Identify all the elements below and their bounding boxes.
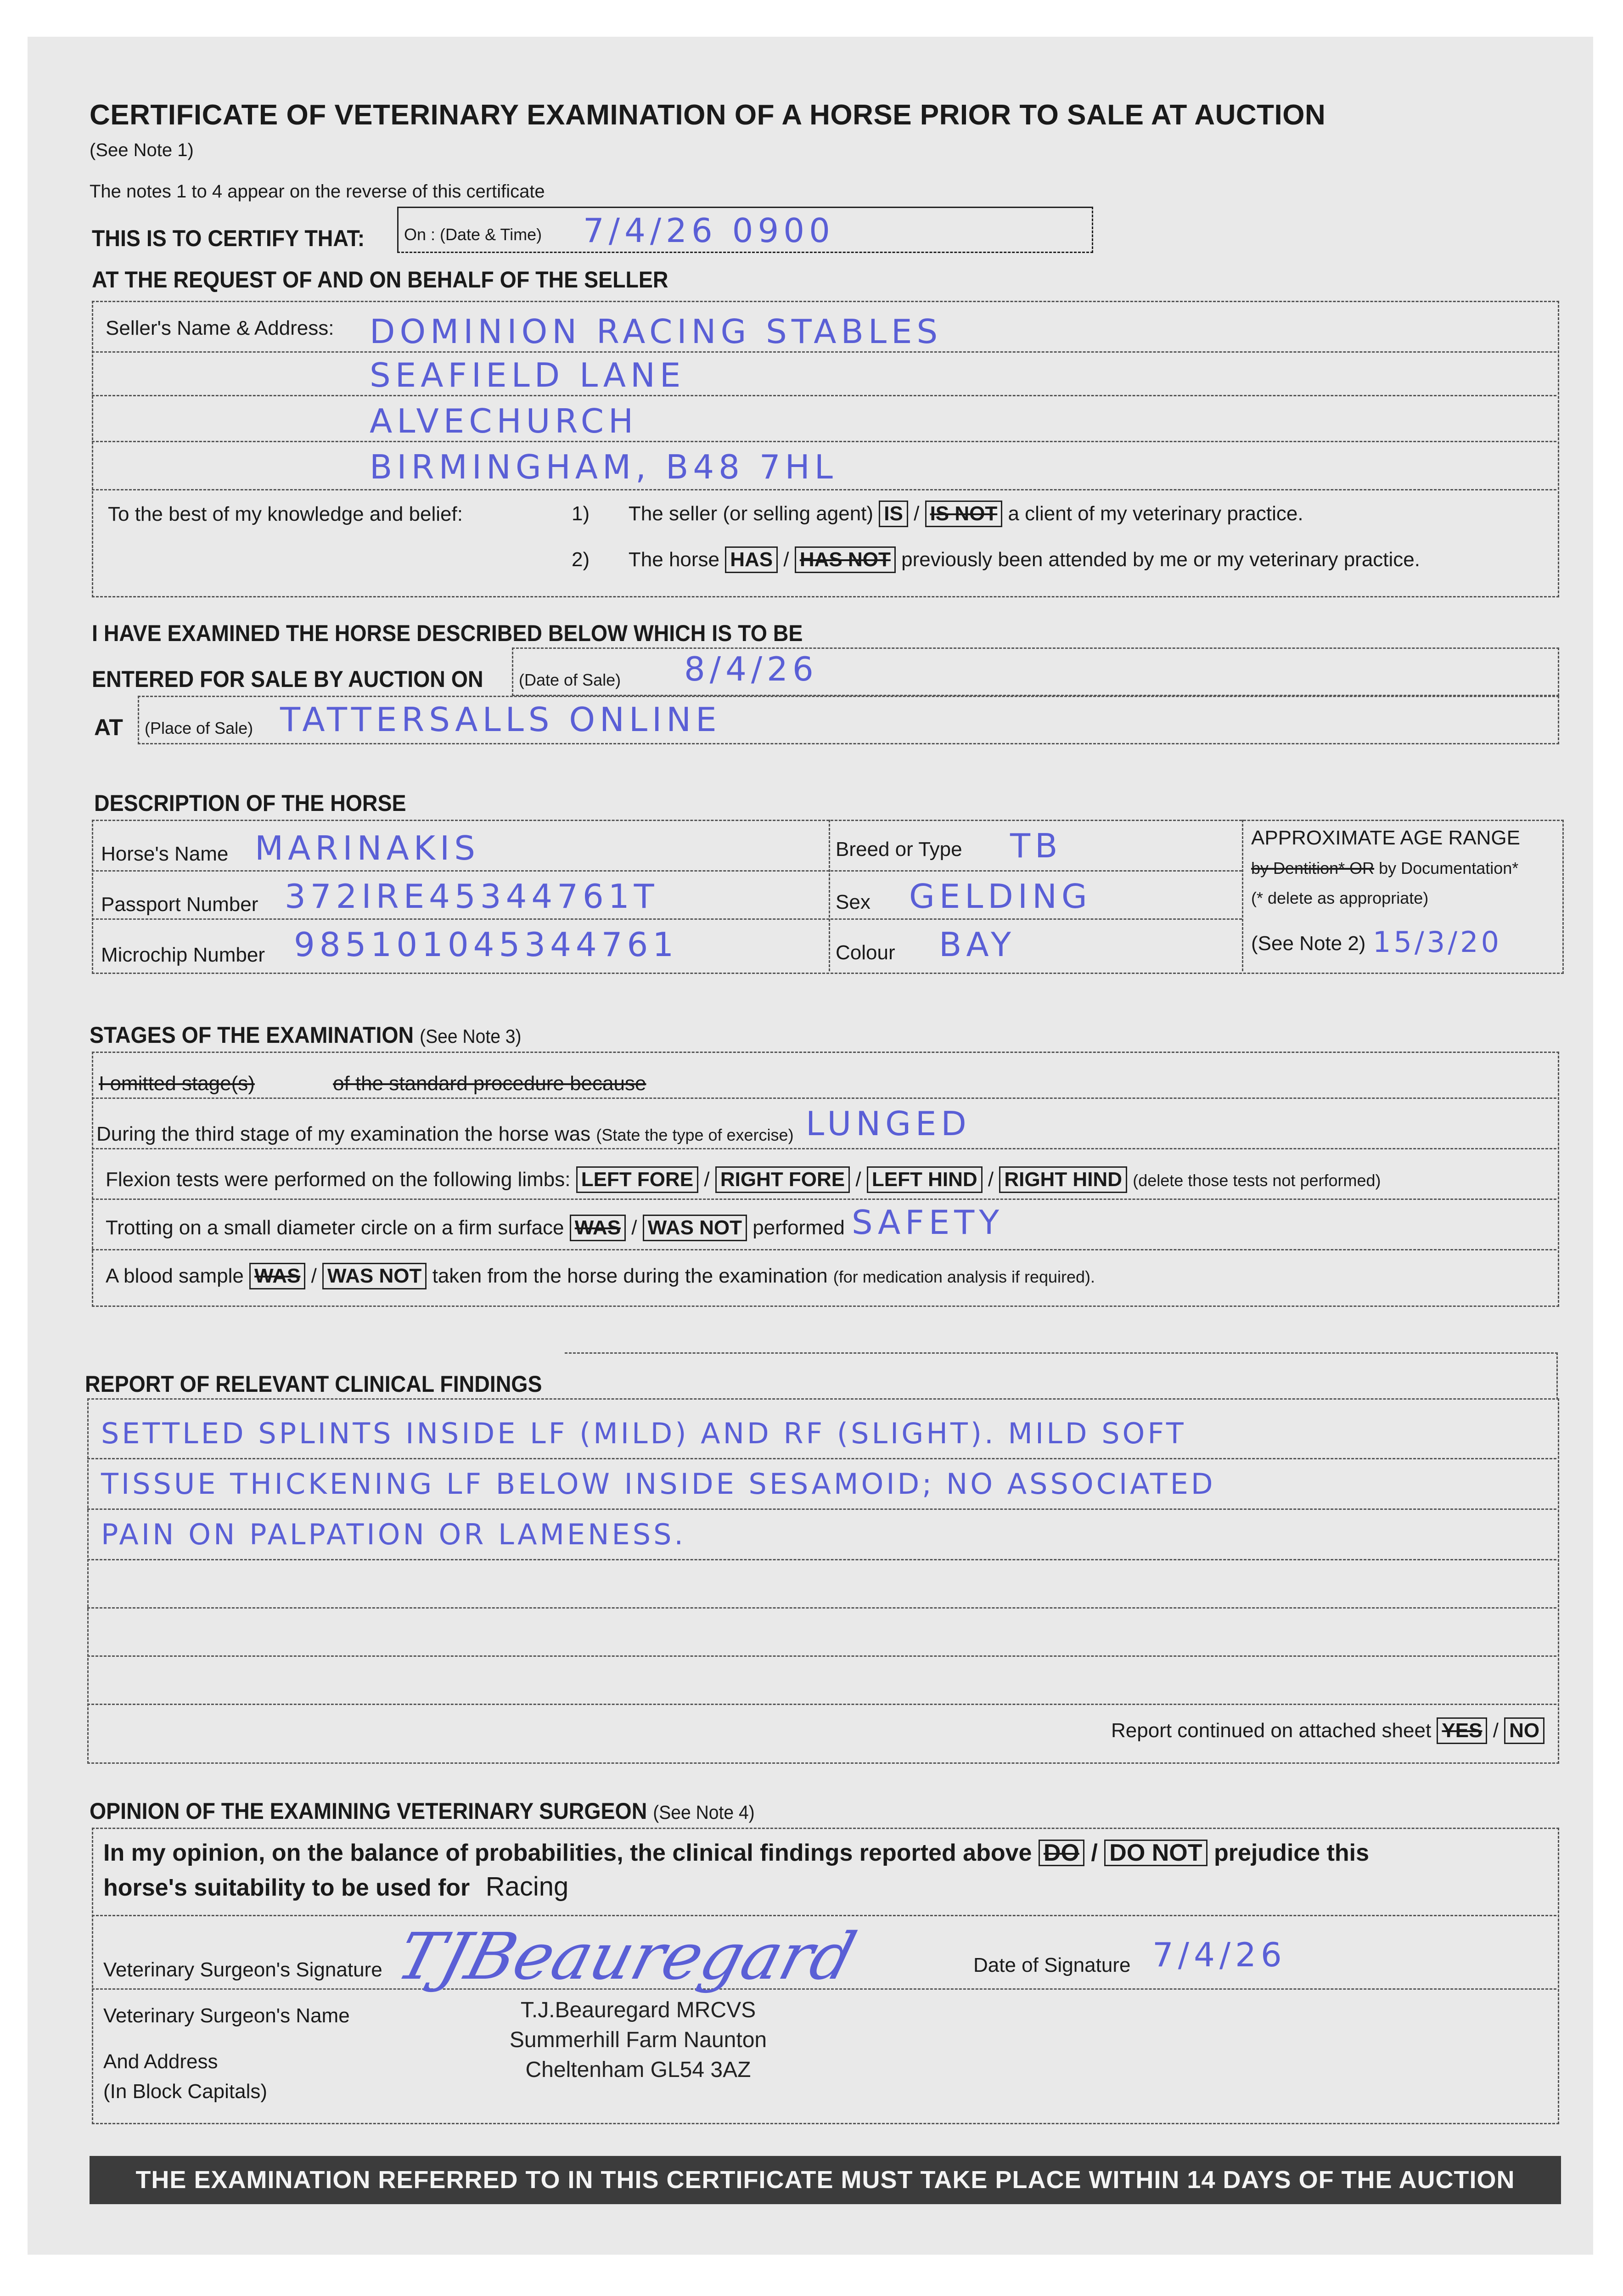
age-by-row bbox=[1251, 859, 1518, 878]
report-continued-yes[interactable]: YES bbox=[1437, 1717, 1487, 1744]
passport-value[interactable]: 372IRE45344761T bbox=[285, 877, 659, 916]
opinion-heading-row bbox=[90, 1798, 755, 1824]
see-note-1: (See Note 1) bbox=[90, 140, 194, 160]
flexion-note: (delete those tests not performed) bbox=[1133, 1171, 1381, 1190]
item2-has[interactable]: HAS bbox=[725, 546, 778, 573]
signature-value[interactable]: TJBeauregard bbox=[389, 1919, 864, 1994]
trotting-value[interactable]: SAFETY bbox=[852, 1203, 1004, 1242]
seller-line-4 bbox=[92, 489, 1556, 490]
sale-date-value[interactable]: 8/4/26 bbox=[684, 650, 818, 688]
seller-label: Seller's Name & Address: bbox=[106, 317, 334, 339]
age-see-note: (See Note 2) bbox=[1251, 932, 1366, 955]
report-finding-3[interactable]: PAIN ON PALPATION OR LAMENESS. bbox=[101, 1518, 686, 1551]
opinion-text-pre: In my opinion, on the balance of probabilities, the clinical findings reported above bbox=[103, 1840, 1032, 1866]
stamp-address-1: Summerhill Farm Naunton bbox=[509, 2028, 767, 2052]
stages-heading-note: (See Note 3) bbox=[420, 1025, 522, 1047]
item1-text: The seller (or selling agent) bbox=[628, 502, 874, 525]
item2-num: 2) bbox=[572, 548, 590, 571]
certify-label: THIS IS TO CERTIFY THAT: bbox=[92, 225, 365, 251]
seller-name[interactable]: DOMINION RACING STABLES bbox=[370, 312, 943, 351]
report-line-4 bbox=[87, 1607, 1556, 1609]
third-stage-hint: (State the type of exercise) bbox=[596, 1125, 794, 1144]
item1-num: 1) bbox=[572, 502, 590, 525]
opinion-heading: OPINION OF THE EXAMINING VETERINARY SURGEON bbox=[90, 1798, 647, 1824]
report-line-3 bbox=[87, 1559, 1556, 1560]
horse-name-label: Horse's Name bbox=[101, 843, 229, 865]
third-stage-row bbox=[96, 1123, 794, 1146]
flexion-right-hind[interactable]: RIGHT HIND bbox=[999, 1166, 1127, 1193]
blood-row bbox=[106, 1263, 1095, 1289]
flexion-row bbox=[106, 1166, 1381, 1193]
trotting-label: Trotting on a small diameter circle on a firm surface bbox=[106, 1216, 564, 1239]
surgeon-name-label: Veterinary Surgeon's Name bbox=[103, 2004, 350, 2027]
blood-note: (for medication analysis if required). bbox=[833, 1267, 1095, 1286]
report-line-5 bbox=[87, 1655, 1556, 1657]
report-line-2 bbox=[87, 1508, 1556, 1510]
stages-line-4 bbox=[92, 1249, 1556, 1250]
item2-has-not[interactable]: HAS NOT bbox=[795, 546, 896, 573]
breed-label: Breed or Type bbox=[836, 838, 962, 861]
sale-heading-1: I HAVE EXAMINED THE HORSE DESCRIBED BELOW WHICH IS TO BE bbox=[92, 620, 803, 646]
stages-heading-row bbox=[90, 1022, 522, 1048]
stages-line-1 bbox=[92, 1097, 1556, 1099]
report-finding-1[interactable]: SETTLED SPLINTS INSIDE LF (MILD) AND RF (SLIGHT). MILD SOFT bbox=[101, 1417, 1186, 1450]
report-line-6 bbox=[87, 1704, 1556, 1705]
opinion-heading-note: (See Note 4) bbox=[653, 1801, 755, 1823]
item1-is-not[interactable]: IS NOT bbox=[925, 501, 1003, 527]
sale-date-box[interactable] bbox=[512, 647, 1559, 696]
third-stage-label: During the third stage of my examination the horse was bbox=[96, 1123, 591, 1145]
address-label: And Address bbox=[103, 2050, 218, 2073]
flexion-sep-2: / bbox=[855, 1168, 861, 1191]
opinion-sep: / bbox=[1091, 1840, 1098, 1866]
flexion-left-hind[interactable]: LEFT HIND bbox=[867, 1166, 983, 1193]
age-by-documentation[interactable]: by Documentation* bbox=[1379, 859, 1519, 878]
trotting-sep: / bbox=[631, 1216, 637, 1239]
omitted-suffix[interactable]: of the standard procedure because bbox=[333, 1072, 646, 1095]
stages-heading: STAGES OF THE EXAMINATION bbox=[90, 1022, 414, 1048]
signature-label: Veterinary Surgeon's Signature bbox=[103, 1958, 382, 1981]
flexion-sep-1: / bbox=[704, 1168, 710, 1191]
item1-is[interactable]: IS bbox=[879, 501, 908, 527]
item2-text: The horse bbox=[628, 548, 720, 571]
report-box bbox=[87, 1398, 1559, 1764]
seller-line-3 bbox=[92, 441, 1556, 442]
blood-sep: / bbox=[311, 1265, 317, 1287]
certify-on-label: On : (Date & Time) bbox=[404, 225, 542, 244]
flexion-left-fore[interactable]: LEFT FORE bbox=[576, 1166, 698, 1193]
item1-row bbox=[572, 501, 1303, 527]
flexion-sep-3: / bbox=[988, 1168, 994, 1191]
blood-pre: A blood sample bbox=[106, 1265, 244, 1287]
seller-line-2 bbox=[92, 395, 1556, 396]
opinion-statement-line-1 bbox=[103, 1839, 1369, 1867]
trotting-post: performed bbox=[753, 1216, 845, 1239]
report-continued-label: Report continued on attached sheet bbox=[1111, 1719, 1432, 1742]
seller-address-3[interactable]: BIRMINGHAM, B48 7HL bbox=[370, 448, 837, 486]
date-signature-value[interactable]: 7/4/26 bbox=[1152, 1936, 1286, 1974]
age-by-dentition[interactable]: by Dentition* OR bbox=[1251, 859, 1375, 878]
age-delete-note: (* delete as appropriate) bbox=[1251, 889, 1429, 907]
item2-sep: / bbox=[783, 548, 789, 571]
sale-place-value[interactable]: TATTERSALLS ONLINE bbox=[280, 700, 721, 739]
date-signature-label: Date of Signature bbox=[973, 1954, 1131, 1976]
flexion-right-fore[interactable]: RIGHT FORE bbox=[715, 1166, 850, 1193]
request-heading: AT THE REQUEST OF AND ON BEHALF OF THE SELLER bbox=[92, 267, 668, 293]
stamp-name: T.J.Beauregard MRCVS bbox=[520, 1998, 756, 2022]
sex-label: Sex bbox=[836, 891, 870, 913]
blood-post: taken from the horse during the examination bbox=[432, 1265, 828, 1287]
breed-value[interactable]: TB bbox=[1010, 827, 1062, 865]
certificate-title: CERTIFICATE OF VETERINARY EXAMINATION OF A HORSE PRIOR TO SALE AT AUCTION bbox=[90, 99, 1326, 131]
colour-value[interactable]: BAY bbox=[939, 925, 1016, 964]
opinion-do[interactable]: DO bbox=[1039, 1840, 1084, 1866]
age-heading: APPROXIMATE AGE RANGE bbox=[1251, 827, 1520, 849]
passport-label: Passport Number bbox=[101, 893, 258, 916]
certify-on-value[interactable]: 7/4/26 0900 bbox=[583, 211, 835, 250]
opinion-text-post: prejudice this bbox=[1213, 1840, 1370, 1866]
report-continued-no[interactable]: NO bbox=[1504, 1717, 1544, 1744]
trotting-was-not[interactable]: WAS NOT bbox=[643, 1215, 747, 1241]
report-heading: REPORT OF RELEVANT CLINICAL FINDINGS bbox=[85, 1371, 542, 1397]
description-row-line-1 bbox=[92, 870, 1242, 872]
sale-date-label: (Date of Sale) bbox=[519, 670, 621, 689]
description-col-line-1 bbox=[829, 820, 830, 971]
stamp-address-2: Cheltenham GL54 3AZ bbox=[525, 2058, 751, 2082]
microchip-value[interactable]: 985101045344761 bbox=[294, 925, 679, 964]
seller-address-1[interactable]: SEAFIELD LANE bbox=[370, 356, 685, 394]
description-row-line-2 bbox=[92, 918, 1242, 920]
report-line-1 bbox=[87, 1458, 1556, 1459]
horse-name-value[interactable]: MARINAKIS bbox=[255, 829, 480, 867]
opinion-line2: horse's suitability to be used for bbox=[103, 1874, 470, 1901]
age-value[interactable]: 15/3/20 bbox=[1373, 925, 1502, 959]
sex-value[interactable]: GELDING bbox=[909, 877, 1092, 916]
trotting-row bbox=[106, 1215, 845, 1241]
third-stage-value[interactable]: LUNGED bbox=[806, 1104, 971, 1143]
report-continued-row bbox=[1111, 1717, 1544, 1744]
microchip-label: Microchip Number bbox=[101, 944, 265, 966]
opinion-statement-line-2 bbox=[103, 1871, 568, 1902]
stages-line-3 bbox=[92, 1199, 1556, 1200]
address-label-2: (In Block Capitals) bbox=[103, 2080, 268, 2103]
description-col-line-2 bbox=[1242, 820, 1243, 971]
omitted-label[interactable]: I omitted stage(s) bbox=[99, 1072, 255, 1095]
belief-label: To the best of my knowledge and belief: bbox=[108, 503, 463, 525]
item1-sep: / bbox=[914, 502, 920, 525]
sale-at-label: AT bbox=[94, 715, 123, 740]
footer-banner: THE EXAMINATION REFERRED TO IN THIS CERTIFICATE MUST TAKE PLACE WITHIN 14 DAYS OF THE AUCTION bbox=[90, 2156, 1561, 2204]
blood-was[interactable]: WAS bbox=[249, 1263, 305, 1289]
opinion-use-value[interactable]: Racing bbox=[485, 1872, 569, 1902]
report-heading-box bbox=[565, 1352, 1558, 1400]
item1-post: a client of my veterinary practice. bbox=[1008, 502, 1303, 525]
report-continued-sep: / bbox=[1493, 1719, 1499, 1742]
seller-line-1 bbox=[92, 351, 1556, 353]
notes-line: The notes 1 to 4 appear on the reverse of this certificate bbox=[90, 181, 545, 202]
sale-heading-2: ENTERED FOR SALE BY AUCTION ON bbox=[92, 666, 483, 692]
stages-line-2 bbox=[92, 1148, 1556, 1149]
opinion-do-not[interactable]: DO NOT bbox=[1104, 1840, 1207, 1866]
flexion-label: Flexion tests were performed on the following limbs: bbox=[106, 1168, 571, 1191]
blood-was-not[interactable]: WAS NOT bbox=[322, 1263, 427, 1289]
opinion-line-1 bbox=[92, 1915, 1556, 1916]
trotting-was[interactable]: WAS bbox=[570, 1215, 626, 1241]
seller-address-2[interactable]: ALVECHURCH bbox=[370, 402, 638, 440]
report-finding-2[interactable]: TISSUE THICKENING LF BELOW INSIDE SESAMOID; NO ASSOCIATED bbox=[101, 1467, 1216, 1501]
sale-place-label: (Place of Sale) bbox=[145, 719, 253, 737]
description-heading: DESCRIPTION OF THE HORSE bbox=[94, 790, 406, 816]
colour-label: Colour bbox=[836, 941, 895, 964]
item2-row bbox=[572, 546, 1420, 573]
item2-post: previously been attended by me or my veterinary practice. bbox=[901, 548, 1420, 571]
